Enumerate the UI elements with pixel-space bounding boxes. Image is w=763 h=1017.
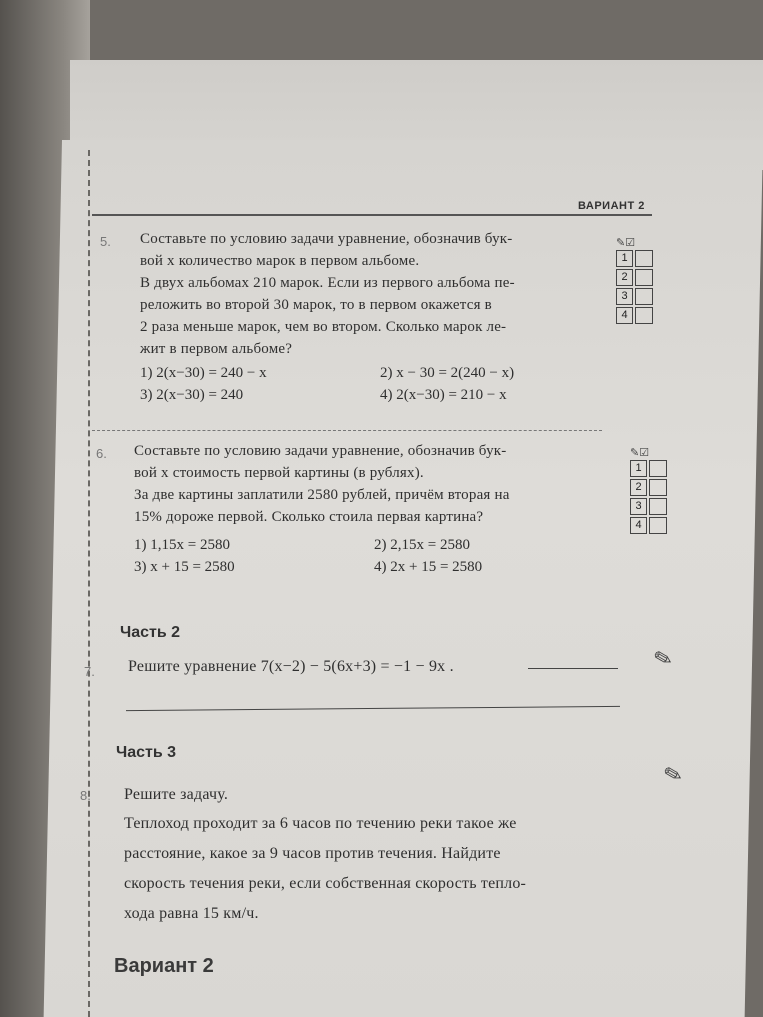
- problem-5: [140, 228, 620, 406]
- problem-5-line: 2 раза меньше марок, чем во втором. Сколько марок ле-: [140, 319, 507, 335]
- answer-box-3[interactable]: [635, 288, 653, 305]
- option-1: 1) 1,15x = 2580: [134, 537, 230, 553]
- problem-5-number: 5.: [100, 234, 111, 249]
- answer-box-4[interactable]: [635, 307, 653, 324]
- problem-7-text: Решите уравнение 7(x−2) − 5(6x+3) = −1 − 9x .: [128, 658, 454, 675]
- answer-box-1[interactable]: [635, 250, 653, 267]
- problem-6: [134, 440, 614, 578]
- section-part-3: Часть 3: [116, 744, 177, 761]
- choice-label: 1: [616, 250, 633, 267]
- choice-label: 2: [616, 269, 633, 286]
- divider: [92, 430, 602, 431]
- binding-line: [88, 150, 90, 1017]
- problem-6-line: Составьте по условию задачи уравнение, обозначив бук-: [134, 443, 507, 459]
- problem-8-number: 8.: [80, 788, 91, 803]
- option-2: 2) x − 30 = 2(240 − x): [380, 365, 515, 381]
- answer-checkboxes-5: [616, 236, 664, 326]
- check-header-icon: ✎☑: [616, 237, 636, 249]
- answer-box-3[interactable]: [649, 498, 667, 515]
- choice-label: 2: [630, 479, 647, 496]
- answer-checkboxes-6: [630, 446, 678, 536]
- option-1: 1) 2(x−30) = 240 − x: [140, 365, 267, 381]
- choice-label: 1: [630, 460, 647, 477]
- problem-8: [124, 780, 526, 929]
- problem-6-line: За две картины заплатили 2580 рублей, причём вторая на: [134, 487, 510, 503]
- option-3: 3) x + 15 = 2580: [134, 559, 235, 575]
- problem-6-line: 15% дороже первой. Сколько стоила первая картина?: [134, 509, 484, 525]
- problem-6-options: [134, 534, 614, 578]
- option-3: 3) 2(x−30) = 240: [140, 387, 244, 403]
- problem-8-line: Теплоход проходит за 6 часов по течению реки такое же: [124, 815, 517, 832]
- problem-8-line: хода равна 15 км/ч.: [124, 905, 259, 922]
- choice-label: 4: [630, 517, 647, 534]
- choice-label: 4: [616, 307, 633, 324]
- choice-label: 3: [616, 288, 633, 305]
- choice-label: 3: [630, 498, 647, 515]
- problem-5-line: вой x количество марок в первом альбоме.: [140, 253, 420, 269]
- problem-8-line: скорость течения реки, если собственная скорость тепло-: [124, 875, 527, 892]
- problem-8-title: Решите задачу.: [124, 786, 229, 803]
- option-4: 4) 2(x−30) = 210 − x: [380, 387, 507, 403]
- answer-box-1[interactable]: [649, 460, 667, 477]
- answer-box-2[interactable]: [635, 269, 653, 286]
- pencil-icon: ✎: [660, 760, 686, 789]
- section-part-2: Часть 2: [120, 624, 181, 641]
- problem-5-line: жит в первом альбоме?: [140, 341, 293, 357]
- check-header-icon: ✎☑: [630, 447, 650, 459]
- variant-footer: Вариант 2: [114, 955, 214, 977]
- problem-8-line: расстояние, какое за 9 часов против течения. Найдите: [124, 845, 501, 862]
- variant-header: ВАРИАНТ 2: [578, 200, 645, 212]
- pencil-icon: ✎: [650, 644, 676, 673]
- problem-5-line: Составьте по условию задачи уравнение, обозначив бук-: [140, 231, 513, 247]
- answer-box-4[interactable]: [649, 517, 667, 534]
- answer-line-7a[interactable]: [528, 668, 618, 669]
- problem-6-line: вой x стоимость первой картины (в рублях).: [134, 465, 424, 481]
- header-rule: [92, 214, 652, 216]
- problem-5-line: В двух альбомах 210 марок. Если из первого альбома пе-: [140, 275, 515, 291]
- option-2: 2) 2,15x = 2580: [374, 537, 470, 553]
- option-4: 4) 2x + 15 = 2580: [374, 559, 483, 575]
- problem-5-line: реложить во второй 30 марок, то в первом окажется в: [140, 297, 492, 313]
- problem-6-number: 6.: [96, 446, 107, 461]
- answer-box-2[interactable]: [649, 479, 667, 496]
- problem-7-number: 7.: [84, 664, 95, 679]
- problem-5-options: [140, 362, 620, 406]
